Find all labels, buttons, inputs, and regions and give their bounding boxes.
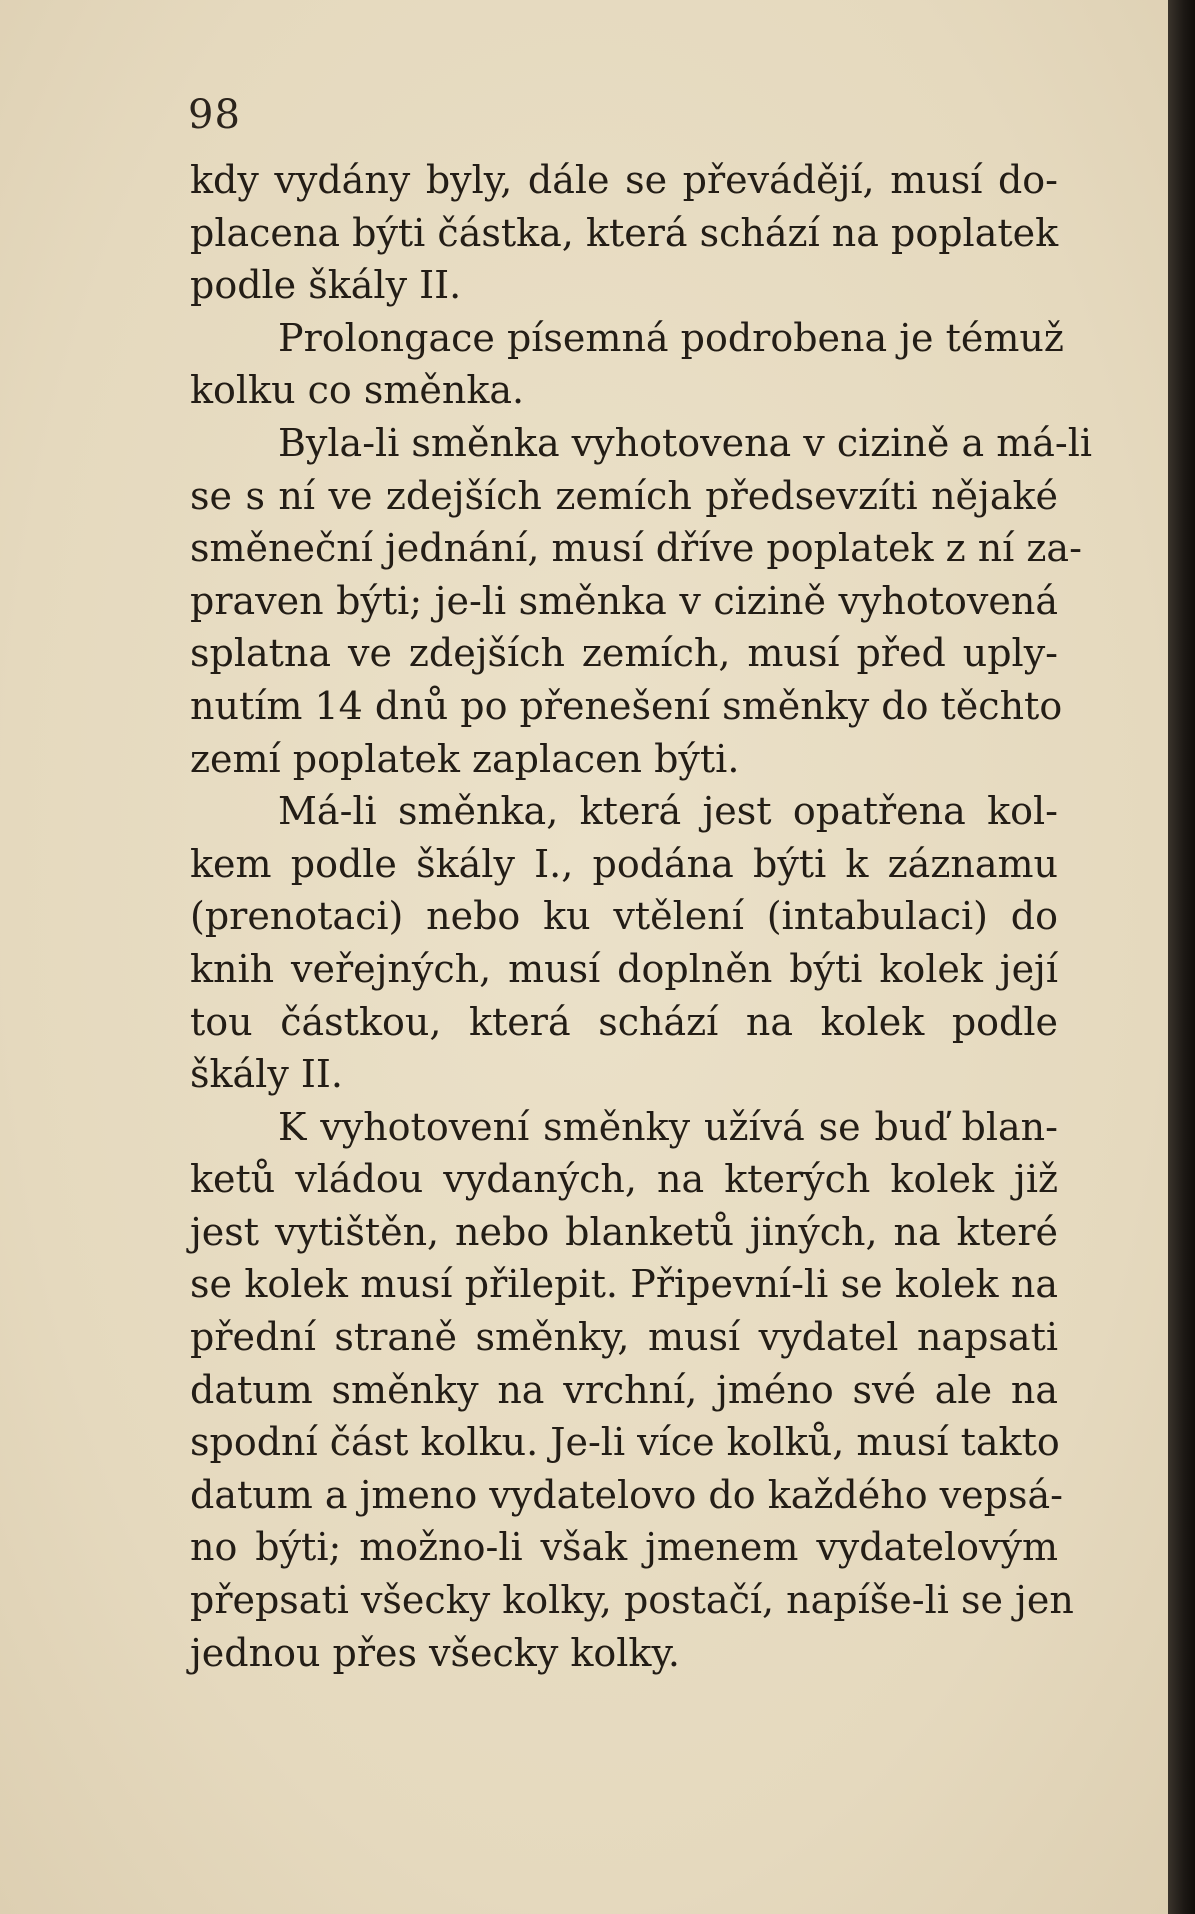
- text-line: ketů vládou vydaných, na kterých kolek již: [190, 1157, 1058, 1202]
- text-line: praven býti; je-li směnka v cizině vyhotovená: [190, 578, 1058, 623]
- text-line: se s ní ve zdejších zemích předsevzíti nějaké: [190, 473, 1058, 518]
- text-line: zemí poplatek zaplacen býti.: [190, 736, 740, 781]
- body-text: [190, 154, 1093, 1679]
- text-line: kdy vydány byly, dále se převádějí, musí do-: [190, 158, 1058, 202]
- text-line: směneční jednání, musí dříve poplatek z ní za-: [190, 526, 1082, 571]
- text-line: jest vytištěn, nebo blanketů jiných, na které: [190, 1209, 1058, 1254]
- paragraph: [190, 154, 1058, 312]
- text-line: no býti; možno-li však jmenem vydatelovým: [190, 1525, 1058, 1570]
- text-line: spodní část kolku. Je-li více kolků, musí takto: [190, 1420, 1060, 1465]
- text-line: datum a jmeno vydatelovo do každého vepsá-: [190, 1472, 1063, 1517]
- text-line: Byla-li směnka vyhotovena v cizině a má-li: [278, 420, 1093, 465]
- text-line: knih veřejných, musí doplněn býti kolek její: [190, 946, 1058, 991]
- paragraph: [190, 417, 1093, 785]
- book-spine-edge: [1168, 0, 1195, 1914]
- text-line: Prolongace písemná podrobena je témuž: [278, 315, 1064, 360]
- text-line: kem podle škály I., podána býti k záznamu: [190, 841, 1058, 886]
- text-line: K vyhotovení směnky užívá se buď blan-: [278, 1104, 1058, 1149]
- text-line: datum směnky na vrchní, jméno své ale na: [190, 1367, 1058, 1412]
- text-line: nutím 14 dnů po přenešení směnky do těchto: [190, 683, 1063, 728]
- text-line: se kolek musí přilepit. Připevní-li se kolek na: [190, 1262, 1058, 1307]
- text-line: kolku co směnka.: [190, 368, 525, 413]
- text-line: škály II.: [190, 1052, 343, 1097]
- text-line: přední straně směnky, musí vydatel napsati: [190, 1315, 1058, 1360]
- text-line: splatna ve zdejších zemích, musí před uply-: [190, 631, 1058, 676]
- paragraph: [190, 312, 1064, 417]
- text-line: podle škály II.: [190, 263, 462, 308]
- paragraph: [190, 785, 1058, 1101]
- page-number: 98: [188, 92, 241, 138]
- text-line: (prenotaci) nebo ku vtělení (intabulaci) do: [190, 894, 1058, 939]
- paragraph: [190, 1101, 1074, 1680]
- text-line: placena býti částka, která schází na poplatek: [190, 210, 1059, 255]
- text-line: tou částkou, která schází na kolek podle: [190, 999, 1058, 1044]
- text-line: Má-li směnka, která jest opatřena kol-: [278, 789, 1058, 834]
- text-line: jednou přes všecky kolky.: [190, 1630, 680, 1675]
- text-line: přepsati všecky kolky, postačí, napíše-li se jen: [190, 1578, 1074, 1623]
